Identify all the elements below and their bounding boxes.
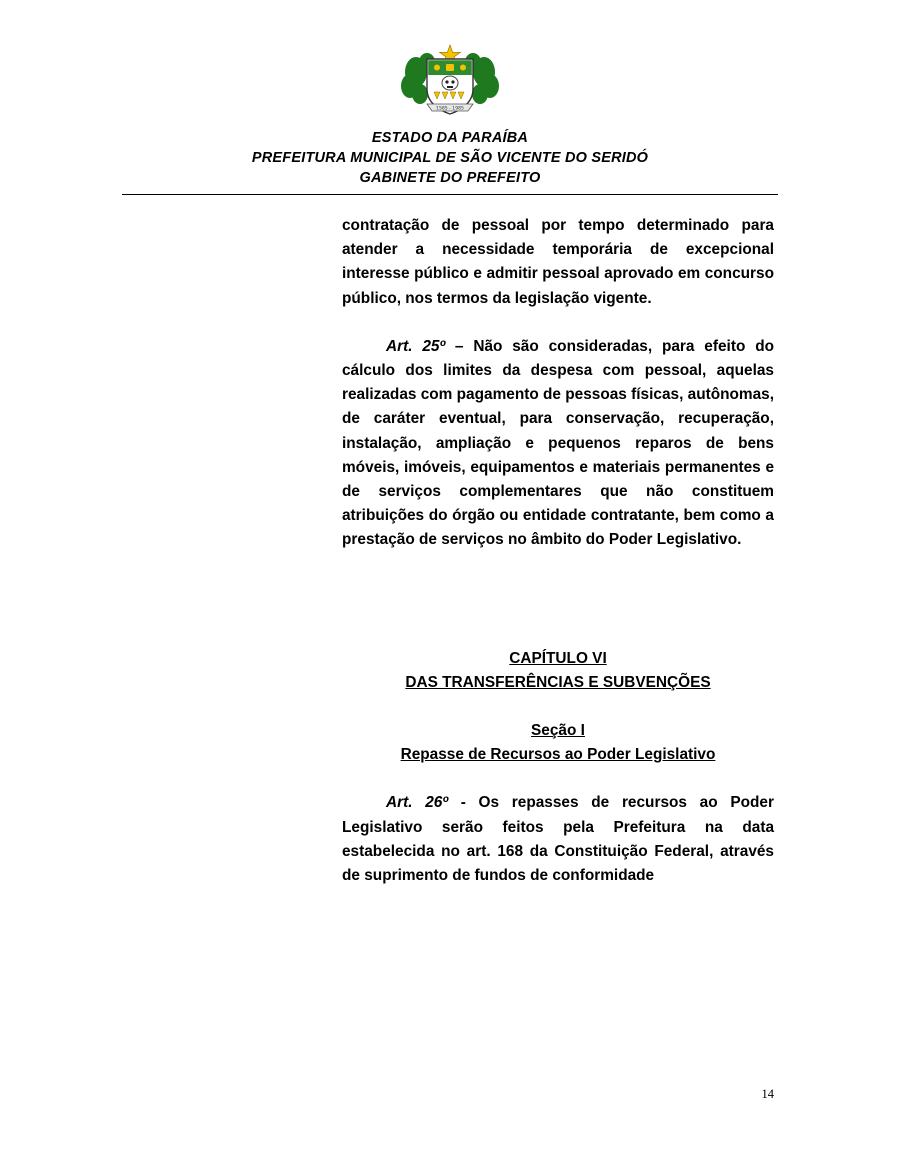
header-line-office: GABINETE DO PREFEITO [359, 170, 541, 186]
article-26-text: - Os repasses de recursos ao Poder Legislativo serão feitos pela Prefeitura na data estabelecida no art. 168 da Constituição Federal, através de suprimento de fundos de conformidade [342, 794, 774, 885]
header-line-state: ESTADO DA PARAÍBA [371, 130, 529, 146]
chapter-title-row [342, 671, 774, 695]
article-25-text: – Não são consideradas, para efeito do cálculo dos limites da despesa com pessoal, aquelas realizadas com pagamento de pessoas físicas, autônomas, de caráter eventual, para conservação, recuperação, instalação, ampliação e pequenos reparos de bens móveis, imóveis, equipamentos e materiais permanentes e de serviços complementares que não constituem atribuições do órgão ou entidade contratante, bem como a prestação de serviços no âmbito do Poder Legislativo. [342, 337, 774, 549]
section-title: Repasse de Recursos ao Poder Legislativo [400, 746, 716, 764]
article-25-label: Art. 25º [386, 337, 446, 355]
spacer-2 [342, 695, 774, 719]
chapter-number-row [342, 647, 774, 671]
coat-of-arms-icon [394, 42, 506, 122]
paragraph-continued: contratação de pessoal por tempo determinado para atender a necessidade temporária de excepcional interesse público e admitir pessoal aprovado em concurso público, nos termos da legislação vigente. [342, 217, 774, 307]
section-number: Seção I [531, 722, 585, 740]
chapter-number: CAPÍTULO VI [509, 649, 607, 667]
document-body [342, 195, 774, 888]
spacer-3 [342, 767, 774, 791]
page-number: 14 [761, 1087, 774, 1101]
chapter-title: DAS TRANSFERÊNCIAS E SUBVENÇÕES [405, 673, 711, 691]
document-header [0, 0, 900, 195]
section-heading [342, 719, 774, 767]
section-title-row [342, 743, 774, 767]
chapter-heading [342, 647, 774, 695]
spacer [342, 311, 774, 335]
svg-text:1585 - 1985: 1585 - 1985 [436, 106, 464, 112]
header-line-city: PREFEITURA MUNICIPAL DE SÃO VICENTE DO SERIDÓ [251, 150, 649, 166]
section-number-row [342, 719, 774, 743]
article-26-paragraph [342, 791, 774, 888]
article-26-label: Art. 26º [386, 794, 448, 812]
article-25-paragraph [342, 335, 774, 553]
header-text-block [0, 128, 900, 188]
spacer-large [342, 553, 774, 647]
